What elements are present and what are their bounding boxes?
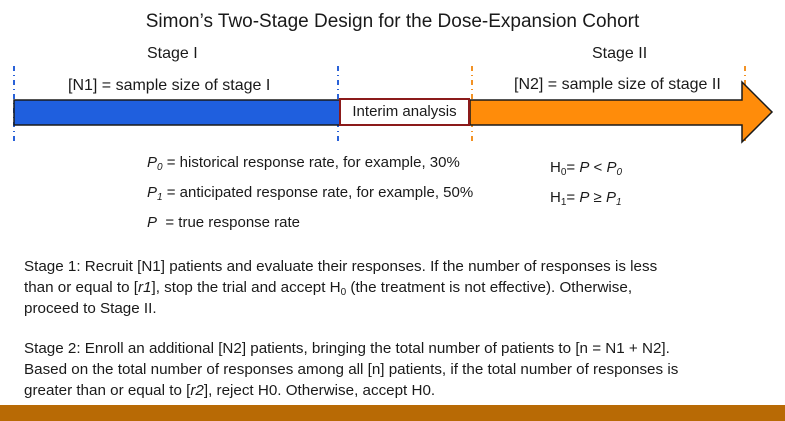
stage-1-description-line-2: than or equal to [r1], stop the trial and accept $H_0$ (the treatment is not effective). Otherwise,	[24, 279, 633, 298]
diagram-title: Simon’s Two-Stage Design for the Dose-Expansion Cohort	[145, 11, 640, 32]
bottom-accent-bar	[0, 405, 785, 421]
p1-symbol: P	[147, 184, 158, 201]
h0-hypothesis: $H_0= P < P_0$	[550, 159, 623, 178]
p0-symbol: P	[147, 154, 158, 171]
stage-1-description-line-1: Stage 1: Recruit [N1] patients and evaluate their responses. If the number of responses is less	[24, 258, 658, 275]
h1-hypothesis: $H_1= P \ge P_1$	[550, 189, 622, 208]
p-text: = true response rate	[157, 214, 301, 231]
p1-subscript: 1	[157, 192, 163, 203]
interim-analysis-box: Interim analysis	[339, 98, 470, 126]
n1-label: [N1] = sample size of stage I	[68, 77, 271, 94]
p0-text: = historical response rate, for example, 30%	[162, 154, 460, 171]
p0-subscript: 0	[157, 162, 163, 173]
stage-1-label: Stage I	[147, 45, 198, 62]
stage-2-description-line-1: Stage 2: Enroll an additional [N2] patients, bringing the total number of patients to [n = N1 + N2].	[24, 340, 670, 357]
stage-2-arrow	[470, 82, 772, 142]
p1-definition	[147, 184, 473, 203]
p1-text: = anticipated response rate, for example, 50%	[162, 184, 474, 201]
p-symbol: P	[147, 214, 158, 231]
stage-1-description-line-3: proceed to Stage II.	[24, 300, 157, 317]
stage-1-bar	[14, 100, 340, 125]
stage-2-description-line-2: Based on the total number of responses among all [n] patients, if the total number of responses is	[24, 361, 679, 378]
p-definition	[147, 214, 300, 231]
p0-definition	[147, 154, 460, 173]
stage-2-description-line-3: greater than or equal to [r2], reject H0. Otherwise, accept H0.	[24, 382, 436, 399]
n2-label: [N2] = sample size of stage II	[514, 76, 721, 93]
stage-2-label: Stage II	[592, 45, 648, 62]
